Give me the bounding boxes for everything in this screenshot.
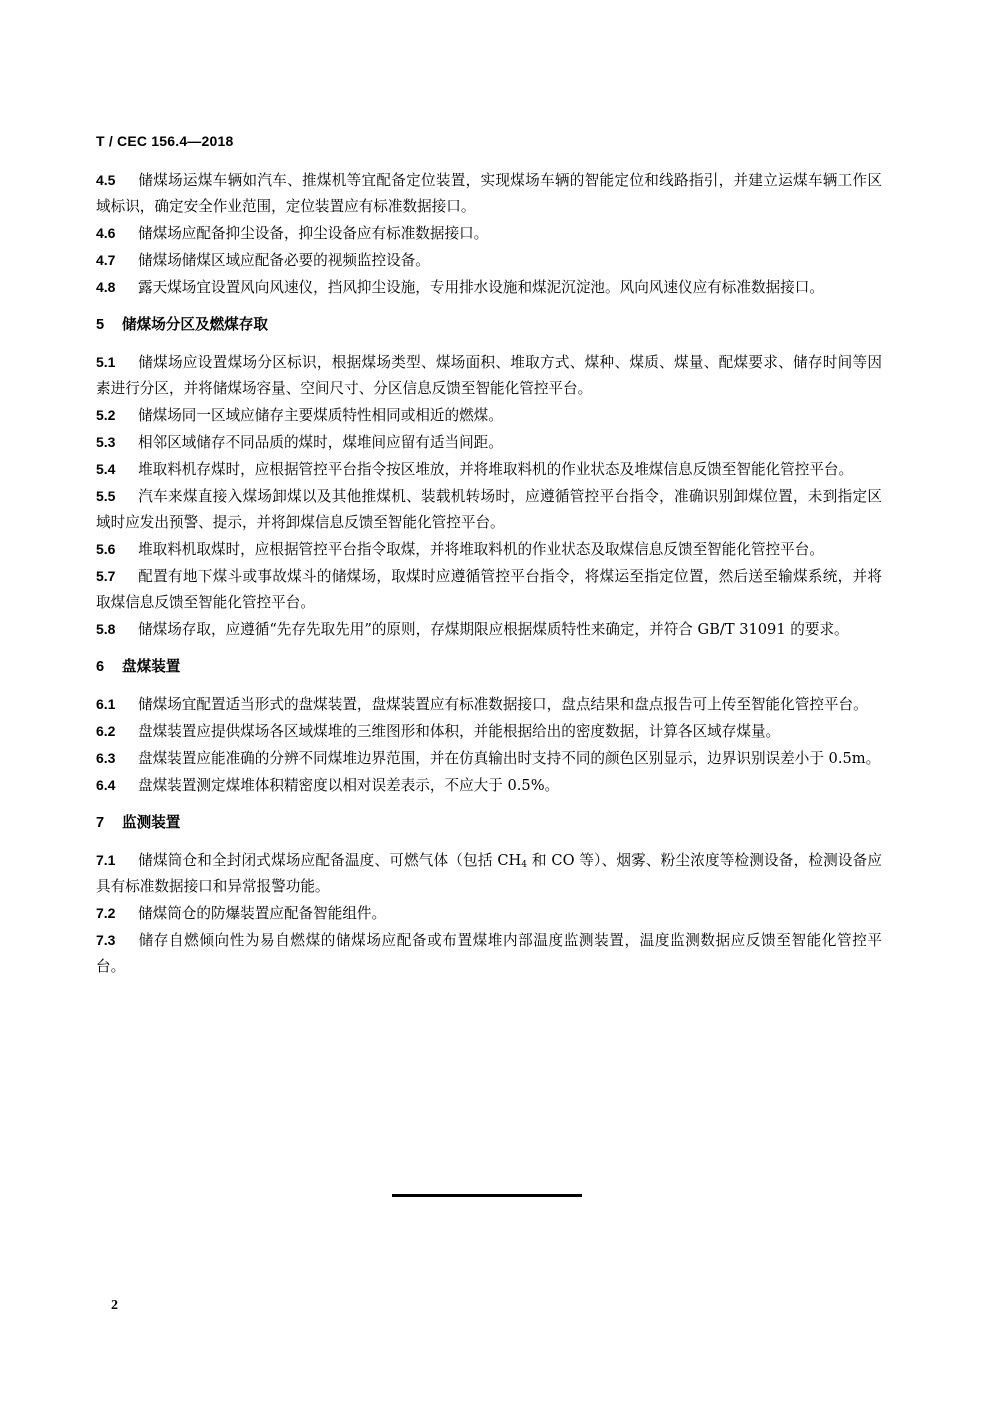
clause-4-6 [96, 220, 882, 247]
section-title: 监测装置 [122, 814, 181, 831]
clause-5-5 [96, 483, 882, 536]
clause-6-2 [96, 718, 882, 745]
section-heading-6 [96, 654, 882, 680]
clause-5-8 [96, 616, 882, 643]
clause-7-2 [96, 900, 882, 927]
section-number: 5 [96, 317, 105, 333]
clause-5-6 [96, 536, 882, 563]
clause-text: 储煤场储煤区域应配备必要的视频监控设备。 [138, 252, 430, 269]
clause-text: 盘煤装置应能准确的分辨不同煤堆边界范围，并在仿真输出时支持不同的颜色区别显示，边界识别误差小于 0.5m。 [138, 750, 881, 767]
clause-number: 5.5 [96, 488, 116, 504]
clause-number: 6.3 [96, 750, 116, 766]
document-code: T / CEC 156.4—2018 [96, 133, 234, 149]
clause-number: 5.8 [96, 621, 116, 637]
clause-text: 堆取料机取煤时，应根据管控平台指令取煤，并将堆取料机的作业状态及取煤信息反馈至智能化管控平台。 [138, 541, 824, 558]
clause-6-1 [96, 691, 882, 718]
section-number: 6 [96, 659, 105, 675]
clause-number: 5.2 [96, 407, 116, 423]
clause-number: 6.4 [96, 777, 116, 793]
clause-text: 盘煤装置应提供煤场各区域煤堆的三维图形和体积，并能根据给出的密度数据，计算各区域存煤量。 [138, 723, 781, 740]
clause-text-after: 和 CO 等）、烟雾、粉尘浓度等检测设备，检测设备应具有标准数据接口和异常报警功能。 [96, 852, 882, 895]
clause-text: 储煤场存取，应遵循“先存先取先用”的原则，存煤期限应根据煤质特性来确定，并符合 GB/T 31091 的要求。 [138, 621, 849, 638]
clause-number: 4.8 [96, 279, 116, 295]
clause-4-5 [96, 167, 882, 220]
section-title: 储煤场分区及燃煤存取 [122, 316, 268, 333]
clause-5-1 [96, 349, 882, 402]
subscript-4: 4 [521, 860, 528, 870]
clause-number: 4.7 [96, 252, 116, 268]
clause-text: 储煤筒仓的防爆装置应配备智能组件。 [138, 905, 387, 922]
section-heading-5 [96, 312, 882, 338]
clause-5-2 [96, 402, 882, 429]
clause-number: 4.5 [96, 172, 116, 188]
section-heading-7 [96, 810, 882, 836]
clause-4-8 [96, 274, 882, 301]
clause-7-3 [96, 927, 882, 980]
clause-number: 7.1 [96, 852, 116, 868]
clause-text: 储煤场宜配置适当形式的盘煤装置，盘煤装置应有标准数据接口，盘点结果和盘点报告可上传至智能化管控平台。 [138, 696, 868, 713]
clause-text: 汽车来煤直接入煤场卸煤以及其他推煤机、装载机转场时，应遵循管控平台指令，准确识别卸煤位置，未到指定区域时应发出预警、提示，并将卸煤信息反馈至智能化管控平台。 [96, 488, 882, 531]
clause-number: 5.7 [96, 568, 116, 584]
clause-text: 配置有地下煤斗或事故煤斗的储煤场，取煤时应遵循管控平台指令，将煤运至指定位置，然后送至输煤系统，并将取煤信息反馈至智能化管控平台。 [96, 568, 882, 611]
clause-5-7 [96, 563, 882, 616]
clause-7-1 [96, 847, 882, 900]
clause-text: 储煤场同一区域应储存主要煤质特性相同或相近的燃煤。 [138, 407, 503, 424]
clause-text: 储煤场应配备抑尘设备，抑尘设备应有标准数据接口。 [138, 225, 489, 242]
clause-number: 5.6 [96, 541, 116, 557]
clause-text-before: 储煤筒仓和全封闭式煤场应配备温度、可燃气体（包括 CH [138, 852, 522, 869]
clause-text: 盘煤装置测定煤堆体积精密度以相对误差表示，不应大于 0.5%。 [138, 777, 560, 794]
clause-number: 5.4 [96, 461, 116, 477]
section-number: 7 [96, 815, 105, 831]
page-number: 2 [111, 1298, 118, 1313]
clause-number: 4.6 [96, 225, 116, 241]
clause-number: 7.2 [96, 905, 116, 921]
clause-text: 储存自燃倾向性为易自燃煤的储煤场应配备或布置煤堆内部温度监测装置，温度监测数据应反馈至智能化管控平台。 [96, 932, 882, 975]
clause-text: 相邻区域储存不同品质的煤时，煤堆间应留有适当间距。 [138, 434, 503, 451]
clause-number: 6.2 [96, 723, 116, 739]
end-of-text-rule [392, 1194, 582, 1197]
clause-text: 露天煤场宜设置风向风速仪，挡风抑尘设施，专用排水设施和煤泥沉淀池。风向风速仪应有标准数据接口。 [138, 279, 824, 296]
clause-text: 储煤场应设置煤场分区标识，根据煤场类型、煤场面积、堆取方式、煤种、煤质、煤量、配煤要求、储存时间等因素进行分区，并将储煤场容量、空间尺寸、分区信息反馈至智能化管控平台。 [96, 354, 882, 397]
clause-text: 堆取料机存煤时，应根据管控平台指令按区堆放，并将堆取料机的作业状态及堆煤信息反馈至智能化管控平台。 [138, 461, 854, 478]
clause-5-4 [96, 456, 882, 483]
clause-number: 5.1 [96, 354, 116, 370]
section-title: 盘煤装置 [122, 658, 181, 675]
clause-number: 6.1 [96, 696, 116, 712]
clause-text: 储煤场运煤车辆如汽车、推煤机等宜配备定位装置，实现煤场车辆的智能定位和线路指引，并建立运煤车辆工作区域标识，确定安全作业范围，定位装置应有标准数据接口。 [96, 172, 882, 215]
clause-6-3 [96, 745, 882, 772]
document-body [96, 167, 882, 980]
clause-6-4 [96, 772, 882, 799]
clause-5-3 [96, 429, 882, 456]
clause-number: 7.3 [96, 932, 116, 948]
clause-number: 5.3 [96, 434, 116, 450]
clause-4-7 [96, 247, 882, 274]
